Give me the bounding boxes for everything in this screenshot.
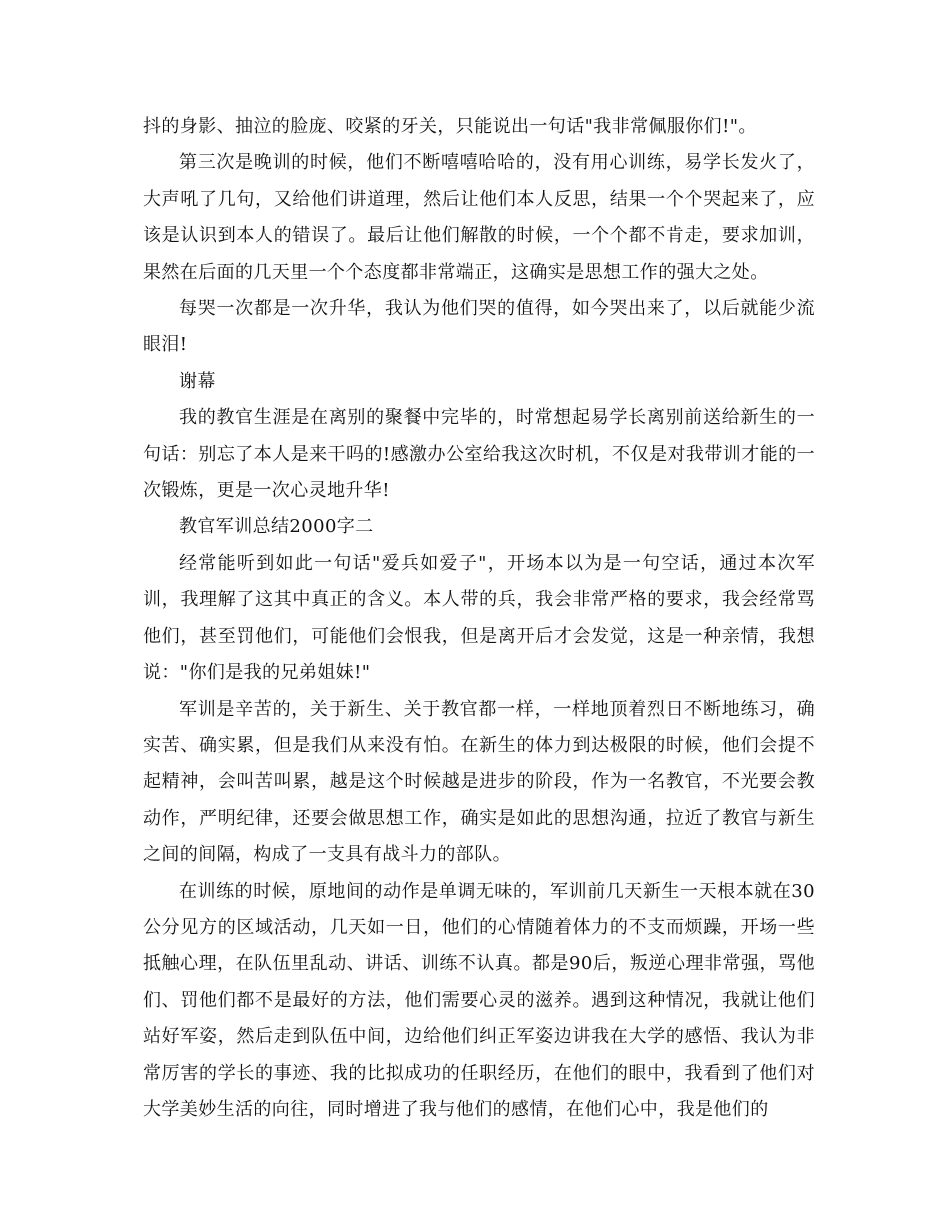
paragraph: 每哭一次都是一次升华，我认为他们哭的值得，如今哭出来了，以后就能少流眼泪!	[143, 298, 815, 356]
section-heading: 谢幕	[179, 370, 216, 392]
paragraph: 在训练的时候，原地间的动作是单调无味的，军训前几天新生一天根本就在30公分见方的区域活动，几天如一日，他们的心情随着体力的不支而烦躁，开场一些抵触心理，在队伍里乱动、讲话、训练不认真。都是90后，叛逆心理非常强，骂他们、罚他们都不是最好的方法，他们需要心灵的滋养。遇到这种情况，我就让他们站好军姿，然后走到队伍中间，边给他们纠正军姿边讲我在大学的感悟、我认为非常厉害的学长的事迹、我的比拟成功的任职经历，在他们的眼中，我看到了他们对大学美妙生活的向往，同时增进了我与他们的感情，在他们心中，我是他们的	[143, 880, 815, 1120]
document-body	[143, 109, 815, 1128]
paragraph: 第三次是晚训的时候，他们不断嘻嘻哈哈的，没有用心训练，易学长发火了，大声吼了几句，又给他们讲道理，然后让他们本人反思，结果一个个哭起来了，应该是认识到本人的错误了。最后让他们解散的时候，一个个都不肯走，要求加训，果然在后面的几天里一个个态度都非常端正，这确实是思想工作的强大之处。	[143, 152, 815, 283]
paragraph: 我的教官生涯是在离别的聚餐中完毕的，时常想起易学长离别前送给新生的一句话：别忘了本人是来干吗的!感激办公室给我这次时机，不仅是对我带训才能的一次锻炼，更是一次心灵地升华!	[143, 407, 815, 502]
paragraph-continuation: 抖的身影、抽泣的脸庞、咬紧的牙关，只能说出一句话"我非常佩服你们!"。	[143, 116, 757, 137]
paragraph: 军训是辛苦的，关于新生、关于教官都一样，一样地顶着烈日不断地练习，确实苦、确实累，但是我们从来没有怕。在新生的体力到达极限的时候，他们会提不起精神，会叫苦叫累，越是这个时候越是进步的阶段，作为一名教官，不光要会教动作，严明纪律，还要会做思想工作，确实是如此的思想沟通，拉近了教官与新生之间的间隔，构成了一支具有战斗力的部队。	[143, 698, 815, 866]
section-heading: 教官军训总结2000字二	[179, 516, 374, 538]
paragraph: 经常能听到如此一句话"爱兵如爱子"，开场本以为是一句空话，通过本次军训，我理解了这其中真正的含义。本人带的兵，我会非常严格的要求，我会经常骂他们，甚至罚他们，可能他们会恨我，但是离开后才会发觉，这是一种亲情，我想说："你们是我的兄弟姐妹!"	[143, 552, 815, 684]
